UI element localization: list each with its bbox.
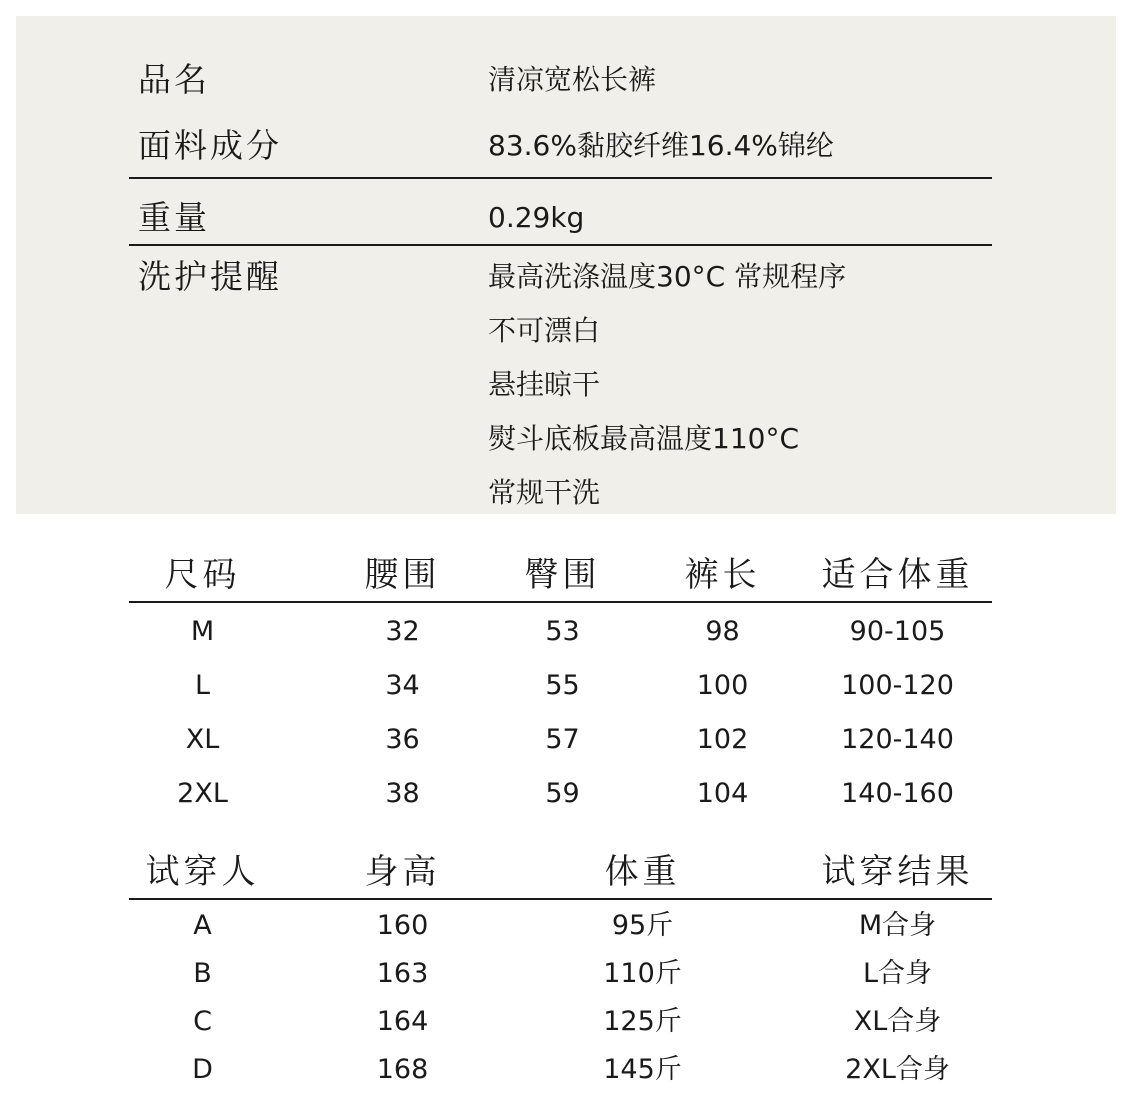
weight-value: 0.29kg <box>488 201 585 234</box>
length-cell: 100 <box>696 670 749 701</box>
name-label: 品名 <box>138 60 210 99</box>
name-value: 清凉宽松长裤 <box>488 63 657 96</box>
size-header-size: 尺码 <box>164 555 241 595</box>
weight-cell: 90-105 <box>849 616 946 647</box>
try-header-height: 身高 <box>364 852 441 892</box>
person-cell: A <box>193 910 212 941</box>
weight-cell: 110斤 <box>603 958 682 989</box>
hip-cell: 55 <box>545 670 580 701</box>
hip-cell: 57 <box>545 724 580 755</box>
care-label: 洗护提醒 <box>138 257 282 296</box>
try-header-weight: 体重 <box>604 852 681 892</box>
size-header-weight: 适合体重 <box>821 555 974 595</box>
waist-cell: 38 <box>385 778 420 809</box>
care-line: 悬挂晾干 <box>488 368 601 401</box>
care-line: 熨斗底板最高温度110°C <box>488 422 799 455</box>
person-cell: C <box>193 1006 212 1037</box>
weight-label: 重量 <box>138 198 210 237</box>
length-cell: 102 <box>696 724 749 755</box>
size-cell: L <box>194 670 211 701</box>
height-cell: 168 <box>376 1054 429 1085</box>
hip-cell: 53 <box>545 616 580 647</box>
try-header-person: 试穿人 <box>145 852 260 892</box>
try-header-rule <box>129 898 992 900</box>
result-cell: L合身 <box>862 958 933 989</box>
waist-cell: 32 <box>385 616 420 647</box>
size-header-rule <box>129 601 992 603</box>
weight-cell: 100-120 <box>841 670 954 701</box>
size-cell: 2XL <box>177 778 228 809</box>
fabric-label: 面料成分 <box>138 126 282 165</box>
weight-cell: 95斤 <box>611 910 674 941</box>
size-header-hip: 臀围 <box>524 555 601 595</box>
weight-cell: 120-140 <box>841 724 954 755</box>
result-cell: M合身 <box>858 910 937 941</box>
person-cell: B <box>193 958 212 989</box>
try-header-result: 试穿结果 <box>821 852 974 892</box>
fabric-value: 83.6%黏胶纤维16.4%锦纶 <box>488 129 834 162</box>
size-cell: XL <box>185 724 220 755</box>
care-line: 最高洗涤温度30°C 常规程序 <box>488 260 847 293</box>
weight-cell: 145斤 <box>603 1054 682 1085</box>
weight-cell: 140-160 <box>841 778 954 809</box>
height-cell: 160 <box>376 910 429 941</box>
divider-line <box>129 244 992 246</box>
result-cell: 2XL合身 <box>845 1054 950 1085</box>
waist-cell: 36 <box>385 724 420 755</box>
size-header-waist: 腰围 <box>364 555 441 595</box>
height-cell: 164 <box>376 1006 429 1037</box>
result-cell: XL合身 <box>853 1006 942 1037</box>
weight-cell: 125斤 <box>603 1006 682 1037</box>
waist-cell: 34 <box>385 670 420 701</box>
care-line: 常规干洗 <box>488 476 601 509</box>
size-cell: M <box>190 616 215 647</box>
length-cell: 98 <box>705 616 740 647</box>
size-header-length: 裤长 <box>684 555 761 595</box>
divider-line <box>129 177 992 179</box>
length-cell: 104 <box>696 778 749 809</box>
height-cell: 163 <box>376 958 429 989</box>
person-cell: D <box>192 1054 213 1085</box>
care-line: 不可漂白 <box>488 314 601 347</box>
hip-cell: 59 <box>545 778 580 809</box>
